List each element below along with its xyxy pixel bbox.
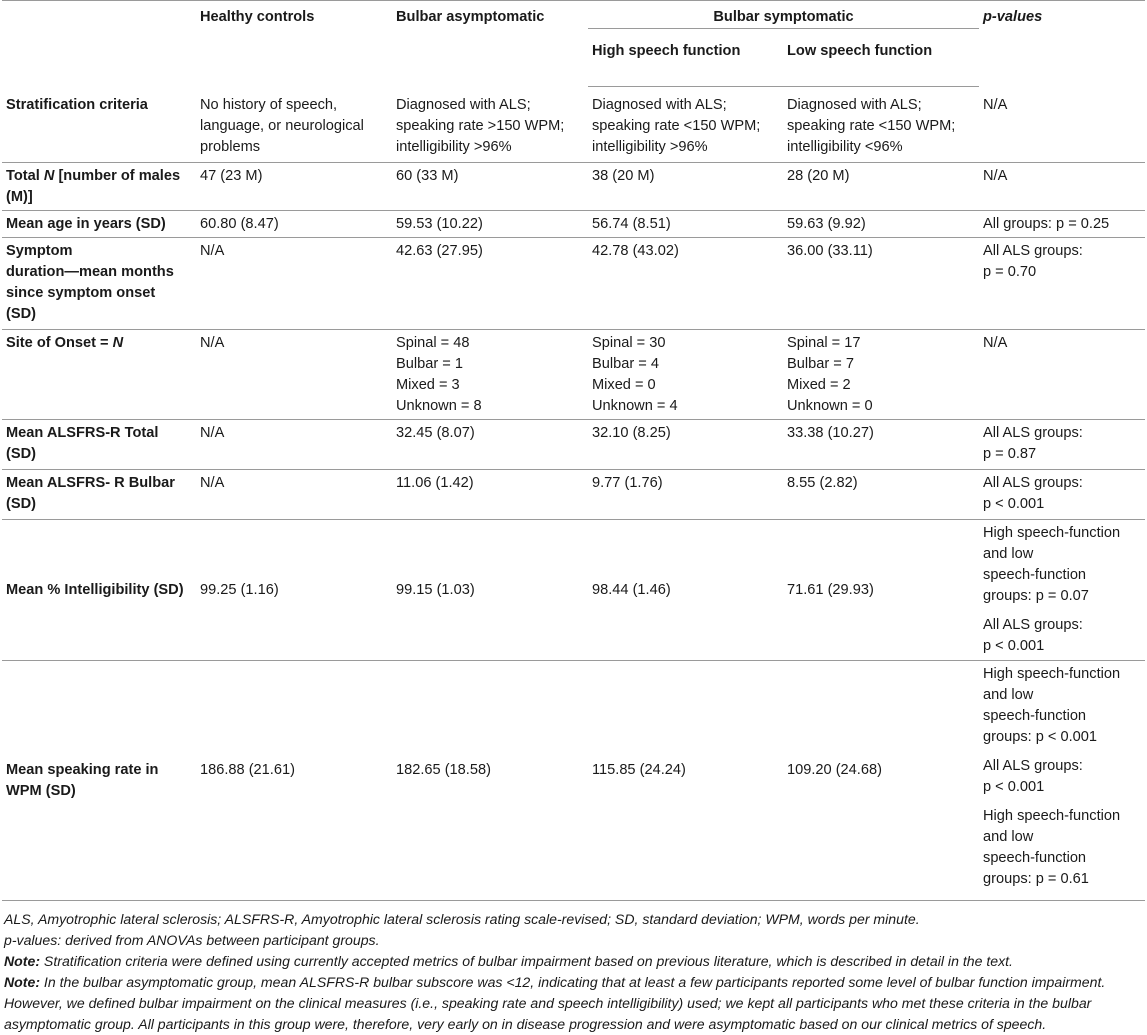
cell-asymptomatic: Spinal = 48 Bulbar = 1 Mixed = 3 Unknown = 8 — [392, 330, 588, 420]
table-row — [2, 163, 1145, 211]
note-label: Note: — [4, 974, 41, 990]
cell-asymptomatic: 60 (33 M) — [392, 163, 588, 211]
cell-p-value: All ALS groups: p = 0.70 — [979, 238, 1145, 330]
table-row — [2, 211, 1145, 238]
cell-controls: N/A — [196, 470, 392, 520]
cell-low-speech: Spinal = 17 Bulbar = 7 Mixed = 2 Unknown = 0 — [783, 330, 979, 420]
cell-low-speech: 28 (20 M) — [783, 163, 979, 211]
note-1-text: Stratification criteria were defined using currently accepted metrics of bulbar impairment based on previous literature, which is described in detail in the text. — [40, 953, 1013, 969]
cell-controls: N/A — [196, 330, 392, 420]
table-row — [2, 238, 1145, 330]
cell-low-speech: 33.38 (10.27) — [783, 420, 979, 470]
cell-high-speech: 9.77 (1.76) — [588, 470, 783, 520]
footnote-abbreviations: ALS, Amyotrophic lateral sclerosis; ALSFRS-R, Amyotrophic lateral sclerosis rating scale-revised; SD, standard deviation; WPM, words per minute. — [4, 911, 920, 927]
cell-low-speech: 71.61 (29.93) — [783, 520, 979, 661]
header-row-1 — [2, 1, 1145, 29]
cell-asymptomatic: Diagnosed with ALS; speaking rate >150 WPM; intelligibility >96% — [392, 87, 588, 163]
cell-p-value: N/A — [979, 330, 1145, 420]
row-label-symptom-duration: Symptom duration—mean months since symptom onset (SD) — [2, 238, 196, 330]
row-label-mean-age: Mean age in years (SD) — [2, 211, 196, 238]
cell-p-value — [979, 661, 1145, 901]
row-label-speaking-rate: Mean speaking rate in WPM (SD) — [2, 661, 196, 901]
footnote-p-values: p-values: derived from ANOVAs between participant groups. — [4, 932, 380, 948]
cell-asymptomatic: 99.15 (1.03) — [392, 520, 588, 661]
cell-controls: 60.80 (8.47) — [196, 211, 392, 238]
row-label-total-n-italic: N — [43, 168, 55, 184]
cell-p-value: All ALS groups: p = 0.87 — [979, 420, 1145, 470]
cell-high-speech: Diagnosed with ALS; speaking rate <150 WPM; intelligibility >96% — [588, 87, 783, 163]
header-bulbar-asymptomatic: Bulbar asymptomatic — [396, 9, 545, 25]
cell-high-speech: 32.10 (8.25) — [588, 420, 783, 470]
cell-low-speech: Diagnosed with ALS; speaking rate <150 WPM; intelligibility <96% — [783, 87, 979, 163]
cell-controls: 99.25 (1.16) — [196, 520, 392, 661]
header-healthy-controls: Healthy controls — [200, 9, 315, 25]
cell-p-value: N/A — [979, 87, 1145, 163]
header-low-speech-function: Low speech function — [783, 29, 979, 87]
row-label-total-n — [2, 163, 196, 211]
table-footnotes — [0, 909, 1147, 1035]
header-p-values — [979, 1, 1145, 87]
p-value-high-vs-low: High speech-function and low speech-function groups: p < 0.001 — [983, 666, 1121, 745]
cell-p-value — [979, 520, 1145, 661]
cell-controls: N/A — [196, 420, 392, 470]
cell-high-speech: 42.78 (43.02) — [588, 238, 783, 330]
table-row — [2, 520, 1145, 661]
row-label-onset-n-italic: N — [112, 335, 124, 351]
table-row — [2, 420, 1145, 470]
p-value-all-als: All ALS groups: p < 0.001 — [983, 758, 1083, 795]
cell-p-value: N/A — [979, 163, 1145, 211]
participant-characteristics-table — [2, 0, 1145, 901]
cell-asymptomatic: 42.63 (27.95) — [392, 238, 588, 330]
header-empty-cell — [2, 1, 196, 87]
cell-asymptomatic: 32.45 (8.07) — [392, 420, 588, 470]
p-value-high-vs-low-2: High speech-function and low speech-function groups: p = 0.61 — [983, 808, 1121, 887]
p-value-high-vs-low: High speech-function and low speech-function groups: p = 0.07 — [983, 525, 1121, 604]
row-label-alsfrs-bulbar: Mean ALSFRS- R Bulbar (SD) — [2, 470, 196, 520]
row-label-onset-pre: Site of Onset = — [6, 335, 113, 351]
cell-high-speech: 56.74 (8.51) — [588, 211, 783, 238]
cell-p-value: All groups: p = 0.25 — [979, 211, 1145, 238]
header-bulbar-symptomatic: Bulbar symptomatic — [588, 1, 979, 29]
row-label-total-pre: Total — [6, 168, 44, 184]
header-high-speech-function: High speech function — [588, 29, 783, 87]
note-2-text: In the bulbar asymptomatic group, mean ALSFRS-R bulbar subscore was <12, indicating that at least a few participants reported some level of bulbar function impairment. However, we defined bulbar impairment on the clinical measures (i.e., speaking rate and speech intelligibility) used; we kept all participants who met these criteria in the bulbar asymptomatic group. All participants in this group were, therefore, very early on in disease progression and were asymptomatic based on our clinical metrics of speech. — [4, 974, 1106, 1032]
row-label-intelligibility: Mean % Intelligibility (SD) — [2, 520, 196, 661]
header-p-values-text: p-values — [983, 9, 1043, 25]
cell-high-speech: 38 (20 M) — [588, 163, 783, 211]
cell-p-value: All ALS groups: p < 0.001 — [979, 470, 1145, 520]
cell-low-speech: 8.55 (2.82) — [783, 470, 979, 520]
cell-low-speech: 109.20 (24.68) — [783, 661, 979, 901]
cell-controls: No history of speech, language, or neurological problems — [196, 87, 392, 163]
table-row — [2, 87, 1145, 163]
row-label-total-post: [number of males (M)] — [6, 168, 181, 205]
cell-asymptomatic: 59.53 (10.22) — [392, 211, 588, 238]
cell-controls: N/A — [196, 238, 392, 330]
cell-low-speech: 59.63 (9.92) — [783, 211, 979, 238]
cell-high-speech: Spinal = 30 Bulbar = 4 Mixed = 0 Unknown = 4 — [588, 330, 783, 420]
cell-low-speech: 36.00 (33.11) — [783, 238, 979, 330]
cell-high-speech: 115.85 (24.24) — [588, 661, 783, 901]
cell-asymptomatic: 11.06 (1.42) — [392, 470, 588, 520]
table-row — [2, 470, 1145, 520]
row-label-stratification: Stratification criteria — [2, 87, 196, 163]
footnote-note-1 — [4, 951, 1143, 972]
table-row — [2, 661, 1145, 901]
note-label: Note: — [4, 953, 41, 969]
p-value-all-als: All ALS groups: p < 0.001 — [983, 617, 1083, 654]
cell-controls: 47 (23 M) — [196, 163, 392, 211]
cell-asymptomatic: 182.65 (18.58) — [392, 661, 588, 901]
row-label-alsfrs-total: Mean ALSFRS-R Total (SD) — [2, 420, 196, 470]
cell-high-speech: 98.44 (1.46) — [588, 520, 783, 661]
cell-controls: 186.88 (21.61) — [196, 661, 392, 901]
footnote-note-2 — [4, 972, 1143, 1035]
table-row — [2, 330, 1145, 420]
row-label-site-of-onset — [2, 330, 196, 420]
